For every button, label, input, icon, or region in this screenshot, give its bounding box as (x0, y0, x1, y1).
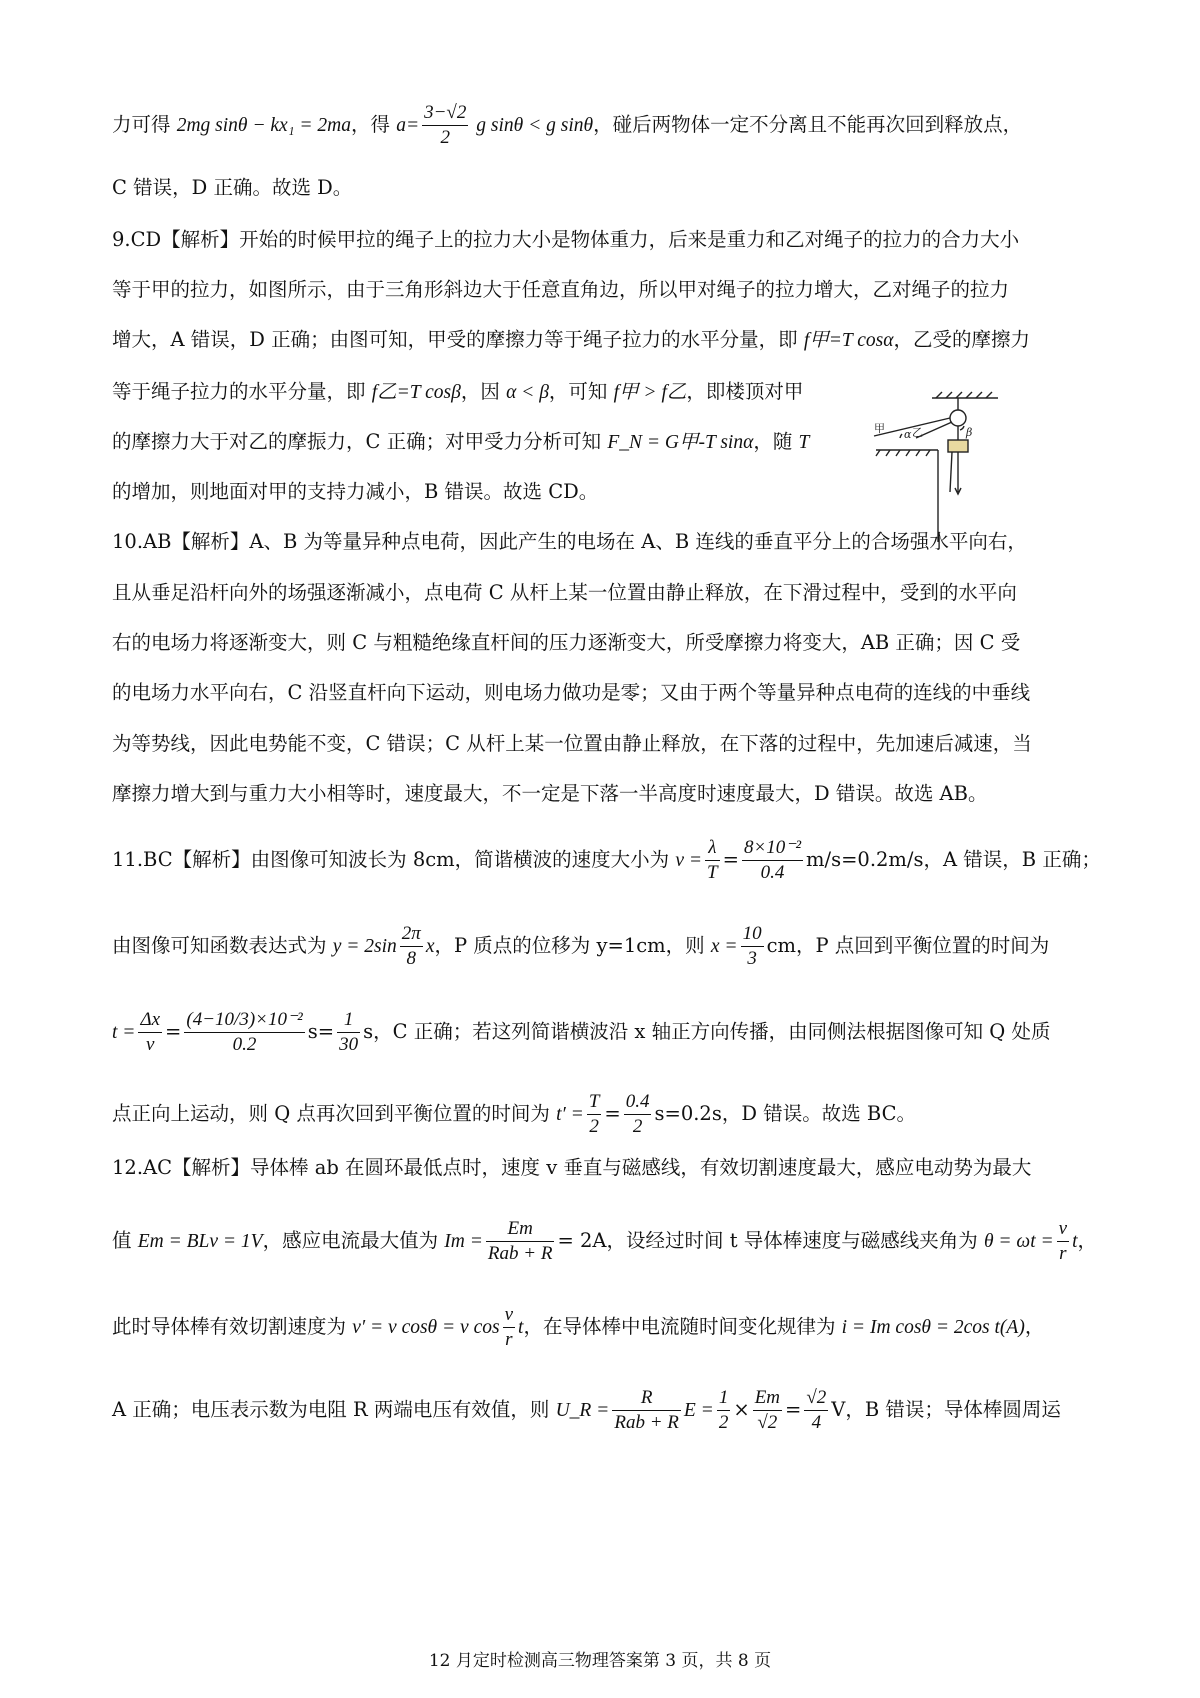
page-footer: 12 月定时检测高三物理答案第 3 页，共 8 页 (428, 1651, 772, 1671)
text-line-10: 且从垂足沿杆向外的场强逐渐减小，点电荷 C 从杆上某一位置由静止释放，在下滑过程中，受到的水平向 (112, 581, 1017, 604)
alpha-arc (900, 434, 902, 438)
text-line-20: 值 Em = BLv = 1V，感应电流最大值为 Im = $\frac{Em}{\text{Rab + R}}$ = 2A，设经过时间 t 导体棒速度与磁感线夹角为 θ = ωt = $\frac{v}{r}$ t， (112, 1218, 1098, 1264)
fraction: $\frac{2\pi}{8}$ (401, 923, 421, 969)
pulley-wheel (950, 410, 966, 426)
label-yi: 乙 (912, 426, 923, 439)
pulley-rope-figure (876, 392, 1104, 544)
text-line-4: 等于甲的拉力，如图所示，由于三角形斜边大于任意直角边，所以甲对绳子的拉力增大，乙对绳子的拉力 (112, 278, 1010, 301)
text: ，碰后两物体一定不分离且不能再次回到释放点， (593, 113, 1023, 136)
text-line-14: 摩擦力增大到与重力大小相等时，速度最大，不一定是下落一半高度时速度最大，D 错误。故选 AB。 (112, 782, 988, 805)
text-line-17: t = $\frac{\Delta x}{v}$ = $\frac{\text{(4−10/3)×10⁻²}}{0.2}$ s= $\frac{1}{30}$ s，C 正确；若这列简谐横波沿 x 轴正方向传播，由同侧法根据图像可知 Q 处质 (112, 1009, 1051, 1055)
fraction: $\frac{R}{\text{Rab + R}}$ (614, 1387, 679, 1433)
force-arrow (950, 452, 952, 492)
fraction: $\frac{0.4}{2}$ (625, 1091, 650, 1137)
text-line-2: C 错误，D 正确。故选 D。 (112, 176, 353, 199)
text-line-7: 的摩擦力大于对乙的摩振力，C 正确；对甲受力分析可知 F_N = G甲-T sinα，随 T (112, 430, 810, 453)
fraction: $\frac{10}{3}$ (742, 923, 762, 969)
formula: g sinθ < g sinθ (471, 115, 594, 136)
fraction: $\frac{\Delta x}{v}$ (140, 1009, 161, 1055)
label-beta: β (966, 426, 973, 439)
text-line-15: 11.BC【解析】由图像可知波长为 8cm，简谐横波的速度大小为 v = $\frac{\lambda}{T}$ = $\frac{\text{8×10⁻²}}{0.4}$ m/s=0.2m/s，A 错误，B 正确； (112, 837, 1101, 883)
text-line-21: 此时导体棒有效切割速度为 v′ = v cosθ = v cos $\frac{v}{r}$ t，在导体棒中电流随时间变化规律为 i = Im cosθ = 2cos t(A)， (112, 1304, 1045, 1350)
fraction: $\frac{1}{2}$ (718, 1387, 729, 1433)
label-alpha: α (904, 428, 912, 441)
ceiling-hatch (936, 392, 992, 398)
fraction: $\frac{\text{(4−10/3)×10⁻²}}{0.2}$ (186, 1009, 303, 1055)
text-line-6: 等于绳子拉力的水平分量，即 f乙=T cosβ，因 α < β，可知 f甲 > f乙，即楼顶对甲 (112, 380, 804, 403)
text-line-13: 为等势线，因此电势能不变，C 错误；C 从杆上某一位置由静止释放，在下落的过程中，先加速后减速，当 (112, 732, 1032, 755)
fraction: $\frac{\text{8×10⁻²}}{0.4}$ (743, 837, 802, 883)
fraction: $\frac{\lambda}{T}$ (707, 837, 718, 883)
text-line-9: 10.AB【解析】A、B 为等量异种点电荷，因此产生的电场在 A、B 连线的垂直平分上的合场强水平向右， (112, 530, 1027, 553)
load-box (948, 440, 968, 452)
label-jia: 甲 (874, 422, 885, 435)
text-line-3: 9.CD【解析】开始的时候甲拉的绳子上的拉力大小是物体重力，后来是重力和乙对绳子的拉力的合力大小 (112, 228, 1020, 251)
fraction: $\frac{v}{r}$ (1058, 1218, 1068, 1264)
text-line-19: 12.AC【解析】导体棒 ab 在圆环最低点时，速度 v 垂直与磁感线，有效切割速度最大，感应电动势为最大 (112, 1156, 1032, 1179)
fraction: $\frac{Em}{\text{Rab + R}}$ (487, 1218, 553, 1264)
fraction: $\frac{T}{2}$ (588, 1091, 600, 1137)
text-line-1 (112, 101, 1022, 150)
text-line-22: A 正确；电压表示数为电阻 R 两端电压有效值，则 U_R = $\frac{R}{\text{Rab + R}}$ E = $\frac{1}{2}$ × $\frac{Em}{√2}$ = $\frac{√2}{4}$ V，B 错误；导体棒圆周运 (112, 1387, 1061, 1433)
text-line-11: 右的电场力将逐渐变大，则 C 与粗糙绝缘直杆间的压力逐渐变大，所受摩擦力将变大，AB 正确；因 C 受 (112, 631, 1021, 654)
text: ，得 (350, 113, 397, 136)
text-line-12: 的电场力水平向右，C 沿竖直杆向下运动，则电场力做功是零；又由于两个等量异种点电荷的连线的中垂线 (112, 681, 1031, 704)
text: 力可得 (112, 113, 177, 136)
text-line-16: 由图像可知函数表达式为 y = 2sin $\frac{2\pi}{8}$ x，P 质点的位移为 y=1cm，则 x = $\frac{10}{3}$ cm，P 点回到平衡位置的时间为 (112, 923, 1050, 969)
text-line-8: 的增加，则地面对甲的支持力减小，B 错误。故选 CD。 (112, 480, 599, 503)
text-line-5: 增大，A 错误，D 正确；由图可知，甲受的摩擦力等于绳子拉力的水平分量，即 f甲=T cosα，乙受的摩擦力 (112, 328, 1031, 351)
text-line-18: 点正向上运动，则 Q 点再次回到平衡位置的时间为 t′ = $\frac{T}{2}$ = $\frac{0.4}{2}$ s=0.2s，D 错误。故选 BC。 (112, 1091, 917, 1137)
beta-arc (960, 426, 964, 430)
formula: 2mg sinθ − kx₁ = 2ma (176, 115, 351, 136)
formula: a= (396, 115, 420, 136)
fraction: $\frac{1}{30}$ (339, 1009, 359, 1055)
fraction: $\frac{v}{r}$ (504, 1304, 514, 1350)
fraction: $\frac{Em}{√2}$ (754, 1387, 781, 1433)
roof-hatch (876, 450, 930, 456)
fraction: $\frac{3-√2}{2}$ (424, 102, 467, 148)
fraction: $\frac{√2}{4}$ (806, 1387, 827, 1433)
